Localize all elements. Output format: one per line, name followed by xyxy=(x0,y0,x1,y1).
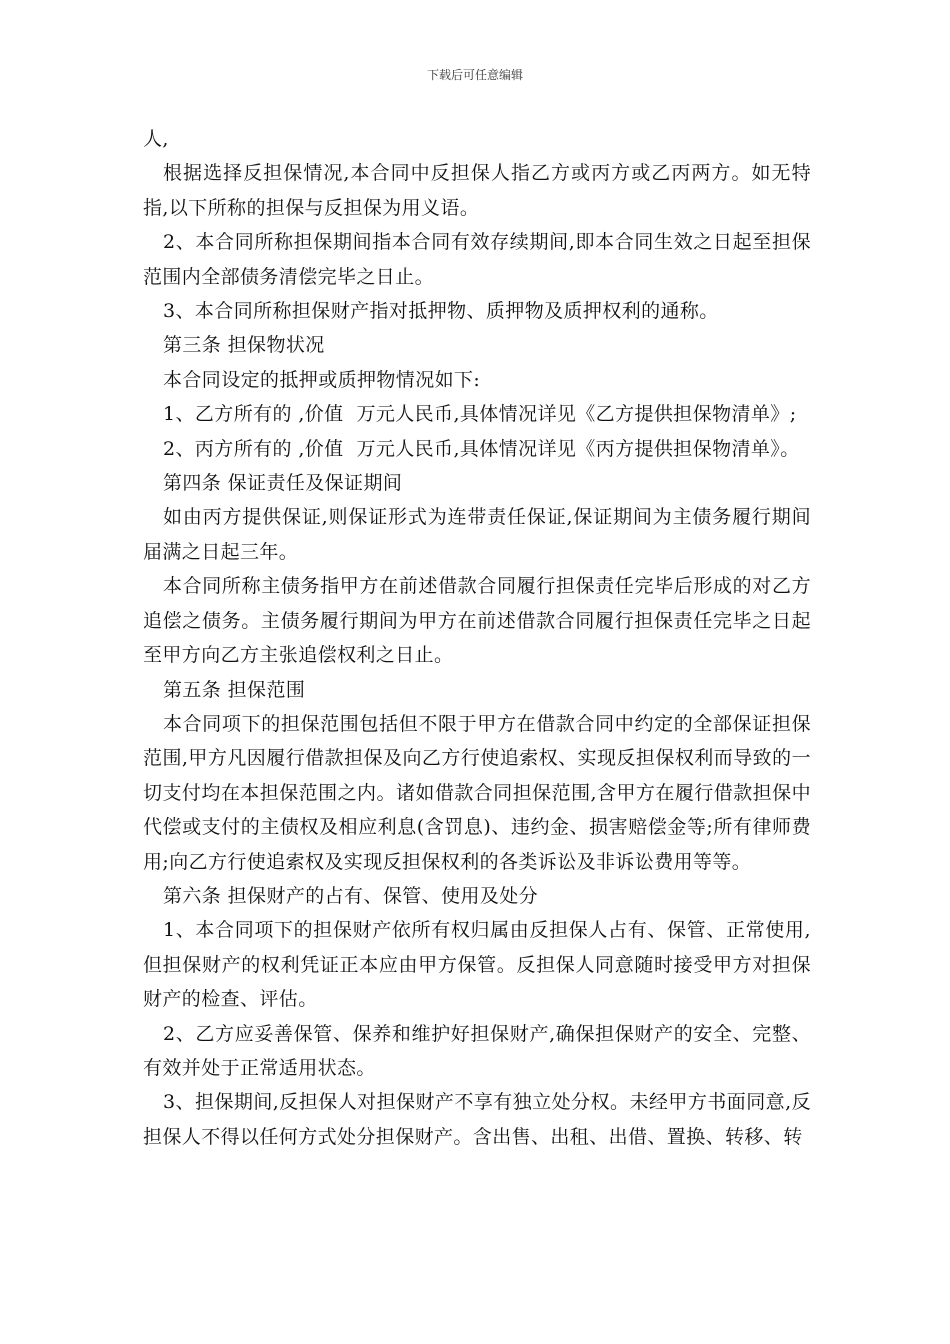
article-3-heading: 第三条 担保物状况 xyxy=(163,334,325,357)
paragraph-counter-guarantor-definition: 根据选择反担保情况,本合同中反担保人指乙方或丙方或乙丙两方。如无特指,以下所称的担保与反担保为用义语。 xyxy=(143,162,811,219)
article-5-heading: 第五条 担保范围 xyxy=(163,678,306,701)
paragraph-collateral-intro: 本合同设定的抵押或质押物情况如下: xyxy=(163,368,481,391)
page-header-note: 下载后可任意编辑 xyxy=(426,68,523,82)
paragraph-possession: 1、本合同项下的担保财产依所有权归属由反担保人占有、保管、正常使用,但担保财产的权利凭证正本应由甲方保管。反担保人同意随时接受甲方对担保财产的检查、评估。 xyxy=(143,919,811,1011)
paragraph-guarantee-scope: 本合同项下的担保范围包括但不限于甲方在借款合同中约定的全部保证担保范围,甲方凡因履行借款担保及向乙方行使追索权、实现反担保权利而导致的一切支付均在本担保范围之内。诸如借款合同担保范围,含甲方在履行借款担保中代偿或支付的主债权及相应利息(含罚息)、违约金、损害赔偿金等;所有律师费用;向乙方行使追索权及实现反担保权利的各类诉讼及非诉讼费用等等。 xyxy=(143,712,811,873)
paragraph-maintenance: 2、乙方应妥善保管、保养和维护好担保财产,确保担保财产的安全、完整、有效并处于正常适用状态。 xyxy=(143,1022,811,1079)
paragraph-disposal: 3、担保期间,反担保人对担保财产不享有独立处分权。未经甲方书面同意,反担保人不得以任何方式处分担保财产。含出售、出租、出借、置换、转移、转 xyxy=(143,1091,811,1148)
paragraph-guarantee-property: 3、本合同所称担保财产指对抵押物、质押物及质押权利的通称。 xyxy=(163,300,719,323)
article-6-heading: 第六条 担保财产的占有、保管、使用及处分 xyxy=(163,884,539,907)
article-4-heading: 第四条 保证责任及保证期间 xyxy=(163,472,403,495)
paragraph-joint-liability: 如由丙方提供保证,则保证形式为连带责任保证,保证期间为主债务履行期间届满之日起三年。 xyxy=(143,506,811,563)
paragraph-continuation: 人, xyxy=(143,128,169,150)
paragraph-main-debt: 本合同所称主债务指甲方在前述借款合同履行担保责任完毕后形成的对乙方追偿之债务。主债务履行期间为甲方在前述借款合同履行担保责任完毕之日起至甲方向乙方主张追偿权利之日止。 xyxy=(143,575,811,667)
document-body xyxy=(143,122,811,1154)
paragraph-collateral-party-b: 1、乙方所有的 ,价值 万元人民币,具体情况详见《乙方提供担保物清单》; xyxy=(163,403,797,426)
paragraph-collateral-party-c: 2、丙方所有的 ,价值 万元人民币,具体情况详见《丙方提供担保物清单》。 xyxy=(163,437,800,460)
paragraph-guarantee-period: 2、本合同所称担保期间指本合同有效存续期间,即本合同生效之日起至担保范围内全部债务清偿完毕之日止。 xyxy=(143,231,811,288)
